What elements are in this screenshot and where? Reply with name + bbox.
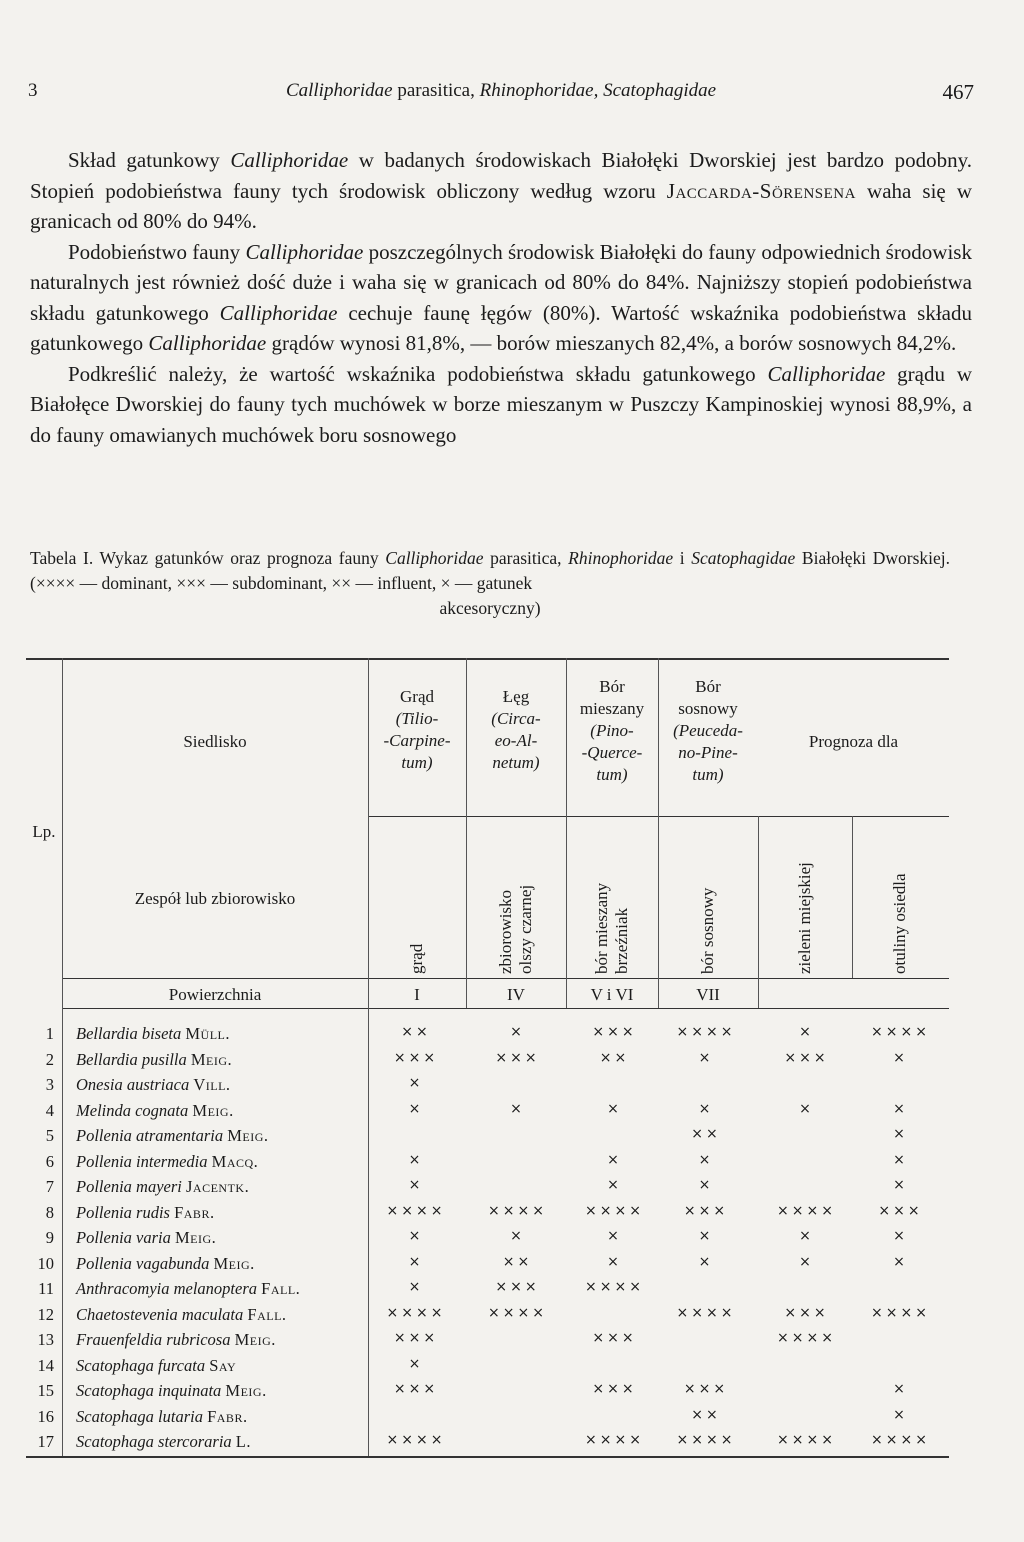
abundance-mark: ××××	[585, 1279, 644, 1295]
abundance-mark: ××	[599, 1049, 630, 1066]
table-caption: Tabela I. Wykaz gatunków oraz prognoza fauny Calliphoridae parasitica, Rhinophoridae i Scatophagidae Białołęki Dworskiej. (×××× — dominant, ××× — subdominant, ×× — influent, × — gatunek akcesoryczny)	[30, 548, 950, 618]
species-author: Jacentk.	[185, 1177, 250, 1196]
abundance-mark: ×	[607, 1100, 622, 1117]
abundance-mark: ×××	[878, 1202, 923, 1219]
area-cell: I	[414, 985, 420, 1004]
abundance-mark: ××	[502, 1253, 533, 1270]
abundance-mark: ×	[408, 1151, 424, 1168]
community-header: zieleni miejskiej	[795, 862, 814, 974]
abundance-mark: ×××	[592, 1381, 637, 1397]
habitat-header: Bór mieszany (Pino- -Querce- tum)	[579, 677, 645, 784]
table-row	[26, 1226, 949, 1251]
abundance-mark: ×	[799, 1253, 814, 1270]
siedlisko-header: Siedlisko	[183, 732, 247, 751]
abundance-mark: ×	[799, 1100, 814, 1117]
table-row	[26, 1022, 949, 1047]
table-row	[26, 1277, 949, 1302]
abundance-mark: ××××	[777, 1202, 836, 1219]
body-paragraph: Podkreślić należy, że wartość wskaźnika podobieństwa składu gatunkowego Calliphoridae grądu w Białołęce Dworskiej do fauny tych muchówek w borze mieszanym w Puszczy Kampinoskiej wynosi 88,9%, a do fauny omawianych muchówek boru sosnowego	[30, 361, 973, 447]
species-name: Scatophaga lutaria Fabr.	[76, 1406, 248, 1426]
section-number: 3	[28, 80, 38, 101]
table-bottom-rule	[26, 1456, 949, 1458]
abundance-mark: ××××	[871, 1304, 930, 1321]
abundance-mark: ××××	[488, 1304, 547, 1321]
row-number: 9	[45, 1228, 54, 1247]
abundance-mark: ×	[799, 1024, 814, 1040]
abundance-mark: ×××	[495, 1279, 540, 1295]
table-row	[26, 1150, 949, 1175]
abundance-mark: ×××	[393, 1381, 439, 1397]
row-number: 2	[45, 1049, 54, 1069]
abundance-mark: ×	[893, 1253, 908, 1270]
species-name: Pollenia intermedia Macq.	[76, 1151, 259, 1171]
row-number: 14	[37, 1355, 54, 1375]
row-number: 8	[45, 1202, 54, 1222]
abundance-mark: ×	[698, 1049, 714, 1066]
abundance-mark: ×	[893, 1100, 908, 1117]
row-number: 3	[45, 1075, 54, 1094]
abundance-mark: ××××	[777, 1432, 836, 1448]
powierzchnia-header: Powierzchnia	[168, 985, 262, 1004]
abundance-mark: ×	[408, 1177, 424, 1193]
row-number: 12	[37, 1304, 54, 1324]
table-row	[26, 1201, 949, 1226]
species-author: Fabr.	[174, 1202, 215, 1222]
col-rule-6	[852, 816, 853, 978]
table-top-rule	[26, 658, 949, 660]
header-rule-2	[62, 978, 949, 979]
body-paragraph: Podobieństwo fauny Calliphoridae poszczególnych środowisk Białołęki do fauny odpowiednich środowisk naturalnych jest również dość duże i waha się w granicach od 80% do 84%. Najniższy stopień podobieństwa składu gatunkowego Calliphoridae cechuje faunę łęgów (80%). Wartość wskaźnika podobieństwa składu gatunkowego Calliphoridae grądów wynosi 81,8%, — borów mieszanych 82,4%, a borów sosnowych 84,2%.	[30, 239, 972, 355]
running-title: Calliphoridae parasitica, Rhinophoridae, Scatophagidae	[285, 80, 717, 101]
species-name: Pollenia rudis Fabr.	[76, 1202, 215, 1222]
community-header: otuliny osiedla	[890, 873, 909, 974]
row-number: 16	[37, 1406, 54, 1426]
species-name: Chaetostevenia maculata Fall.	[76, 1304, 287, 1324]
row-number: 10	[37, 1253, 54, 1273]
species-author: Vill.	[193, 1075, 231, 1094]
body-text	[30, 145, 972, 450]
species-name: Bellardia biseta Müll.	[76, 1024, 231, 1043]
species-author: Müll.	[185, 1024, 231, 1043]
table-row	[26, 1252, 949, 1277]
abundance-mark: ×××	[495, 1049, 540, 1066]
abundance-mark: ××××	[488, 1202, 547, 1219]
page-number: 467	[942, 80, 974, 104]
abundance-mark: ×	[408, 1355, 424, 1372]
species-name: Scatophaga furcata Say	[76, 1355, 237, 1375]
abundance-mark: ××××	[386, 1304, 446, 1321]
abundance-mark: ×	[607, 1228, 622, 1244]
table-row	[26, 1328, 949, 1353]
row-number: 17	[37, 1432, 54, 1451]
abundance-mark: ×	[408, 1253, 424, 1270]
row-number: 4	[45, 1100, 54, 1120]
abundance-mark: ×	[408, 1228, 424, 1244]
community-header: grąd	[407, 943, 426, 974]
abundance-mark: ×××	[592, 1330, 637, 1346]
species-author: Macq.	[211, 1151, 259, 1171]
header-rule-3	[62, 1008, 949, 1009]
abundance-mark: ×	[893, 1177, 908, 1193]
abundance-mark: ×	[893, 1228, 908, 1244]
species-author: Say	[209, 1355, 237, 1375]
abundance-mark: ××××	[585, 1432, 644, 1448]
abundance-mark: ××××	[871, 1024, 930, 1040]
abundance-mark: ×××	[592, 1024, 637, 1040]
abundance-mark: ×	[893, 1381, 908, 1397]
community-header: zbiorowisko olszy czarnej	[496, 884, 535, 974]
row-number: 11	[38, 1279, 54, 1298]
abundance-mark: ×	[893, 1126, 908, 1142]
prognoza-header: Prognoza dla	[808, 732, 899, 751]
table-row	[26, 1073, 949, 1098]
row-number: 1	[45, 1024, 54, 1043]
abundance-mark: ×	[408, 1279, 424, 1295]
species-name: Pollenia atramentaria Meig.	[76, 1126, 269, 1145]
abundance-mark: ×	[799, 1228, 814, 1244]
abundance-mark: ××××	[386, 1432, 446, 1448]
abundance-mark: ××××	[676, 1304, 736, 1321]
abundance-mark: ×	[510, 1228, 525, 1244]
lp-header: Lp.	[32, 822, 56, 841]
habitat-header: Łęg (Circa- eo-Al- netum)	[491, 687, 541, 772]
table-row	[26, 1124, 949, 1149]
table-row	[26, 1048, 949, 1073]
abundance-mark: ×	[698, 1100, 714, 1117]
table-row	[26, 1175, 949, 1200]
row-number: 6	[45, 1151, 54, 1171]
species-name: Bellardia pusilla Meig.	[76, 1049, 233, 1069]
abundance-mark: ×××	[393, 1049, 439, 1066]
species-name: Onesia austriaca Vill.	[76, 1075, 231, 1094]
habitat-header: Bór sosnowy (Peuceda- no-Pine- tum)	[673, 677, 743, 784]
species-author: Fabr.	[207, 1406, 248, 1426]
abundance-mark: ×××	[683, 1381, 729, 1397]
row-number: 15	[37, 1381, 54, 1400]
table-row	[26, 1430, 949, 1455]
abundance-mark: ××	[691, 1406, 721, 1423]
abundance-mark: ×	[698, 1151, 714, 1168]
abundance-mark: ×	[698, 1228, 714, 1244]
abundance-mark: ××××	[585, 1202, 644, 1219]
table-row	[26, 1303, 949, 1328]
habitat-header: Grąd (Tilio- -Carpine- tum)	[383, 687, 451, 772]
abundance-mark: ×	[607, 1253, 622, 1270]
abundance-mark: ×	[893, 1049, 908, 1066]
community-header: bór sosnowy	[698, 887, 717, 974]
community-header: bór mieszany brzeźniak	[592, 882, 631, 974]
abundance-mark: ×××	[784, 1049, 829, 1066]
row-number: 7	[45, 1177, 54, 1196]
abundance-mark: ××××	[676, 1432, 736, 1448]
abundance-mark: ××××	[777, 1330, 836, 1346]
abundance-mark: ××××	[871, 1432, 930, 1448]
species-author: Meig.	[213, 1253, 255, 1273]
species-author: Fall.	[261, 1279, 301, 1298]
abundance-mark: ×	[408, 1100, 424, 1117]
area-cell: IV	[507, 985, 525, 1004]
row-number: 5	[45, 1126, 54, 1145]
species-name: Frauenfeldia rubricosa Meig.	[76, 1330, 276, 1349]
species-name: Scatophaga stercoraria L.	[76, 1432, 252, 1451]
species-name: Pollenia mayeri Jacentk.	[76, 1177, 250, 1196]
abundance-mark: ×	[893, 1151, 908, 1168]
table-row	[26, 1405, 949, 1430]
species-name: Melinda cognata Meig.	[76, 1100, 234, 1120]
species-author: Meig.	[234, 1330, 276, 1349]
abundance-mark: ×	[607, 1177, 622, 1193]
species-name: Pollenia vagabunda Meig.	[76, 1253, 255, 1273]
abundance-mark: ××××	[676, 1024, 736, 1040]
body-paragraph: Skład gatunkowy Calliphoridae w badanych środowiskach Białołęki Dworskiej jest bardzo podobny. Stopień podobieństwa fauny tych środowisk obliczony według wzoru Jaccarda-Sörensena waha się w granicach od 80% do 94%.	[30, 148, 973, 233]
abundance-mark: ×	[408, 1075, 424, 1091]
table-row	[26, 1379, 949, 1404]
table-row	[26, 1354, 949, 1379]
abundance-mark: ×	[510, 1100, 525, 1117]
abundance-mark: ×	[698, 1177, 714, 1193]
abundance-mark: ×	[607, 1151, 622, 1168]
species-author: Fall.	[247, 1304, 287, 1324]
species-author: Meig.	[225, 1381, 267, 1400]
species-name: Anthracomyia melanoptera Fall.	[76, 1279, 301, 1298]
species-name: Pollenia varia Meig.	[76, 1228, 217, 1247]
species-author: Meig.	[174, 1228, 217, 1247]
abundance-mark: ×	[510, 1024, 525, 1040]
abundance-mark: ×××	[683, 1202, 729, 1219]
abundance-mark: ××××	[386, 1202, 446, 1219]
species-table	[26, 658, 949, 1458]
species-author: Meig.	[227, 1126, 269, 1145]
abundance-mark: ×	[698, 1253, 714, 1270]
species-author: Meig.	[192, 1100, 234, 1120]
col-rule-5	[758, 816, 759, 1008]
zespol-header: Zespół lub zbiorowisko	[134, 889, 296, 908]
species-author: Meig.	[190, 1049, 233, 1069]
species-author: L.	[235, 1432, 252, 1451]
running-header	[28, 80, 974, 110]
row-number: 13	[37, 1330, 54, 1349]
abundance-mark: ××	[401, 1024, 431, 1040]
table-row	[26, 1099, 949, 1124]
abundance-mark: ×××	[784, 1304, 829, 1321]
species-name: Scatophaga inquinata Meig.	[76, 1381, 267, 1400]
abundance-mark: ×××	[393, 1330, 439, 1346]
area-cell: V i VI	[590, 985, 634, 1004]
area-cell: VII	[696, 985, 720, 1004]
abundance-mark: ××	[691, 1126, 721, 1142]
abundance-mark: ×	[893, 1406, 908, 1423]
